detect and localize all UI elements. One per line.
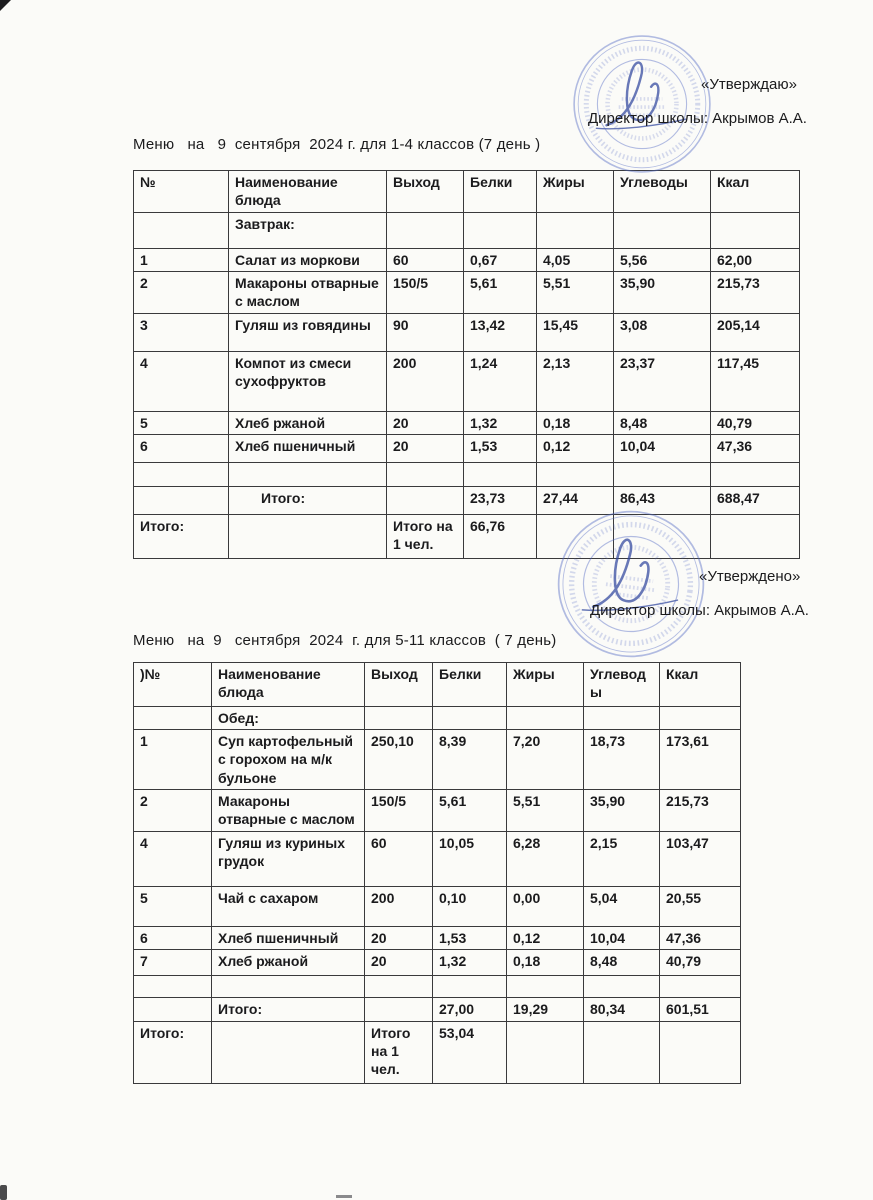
column-header: Жиры — [537, 171, 614, 213]
table-cell: 35,90 — [584, 789, 660, 831]
table-cell: 7 — [134, 949, 212, 975]
table-row — [134, 730, 741, 790]
table-cell: 6 — [134, 434, 229, 462]
table-cell: 0,18 — [507, 949, 584, 975]
menu-title-grades-5-11: Меню на 9 сентября 2024 г. для 5-11 классов ( 7 день) — [133, 632, 557, 649]
table-cell: 66,76 — [464, 514, 537, 558]
table-cell: 1,32 — [433, 949, 507, 975]
table-cell: 8,48 — [614, 411, 711, 434]
table-cell — [134, 707, 212, 730]
table-cell: Хлеб пшеничный — [212, 926, 365, 949]
table-cell: 0,12 — [537, 434, 614, 462]
table-cell — [537, 213, 614, 249]
table-cell: 3,08 — [614, 313, 711, 351]
table-cell — [433, 975, 507, 997]
approval-quote: «Утверждаю» — [701, 76, 797, 93]
table-cell: 4 — [134, 351, 229, 411]
table-cell: 5 — [134, 886, 212, 926]
table-cell: 15,45 — [537, 313, 614, 351]
table-cell — [134, 213, 229, 249]
table-cell — [507, 1021, 584, 1083]
table-cell: 53,04 — [433, 1021, 507, 1083]
table-cell: Компот из смеси сухофруктов — [229, 351, 387, 411]
table-cell: 1,53 — [433, 926, 507, 949]
table-cell: Суп картофельный с горохом на м/к бульоне — [212, 730, 365, 790]
table-cell: 40,79 — [711, 411, 800, 434]
table-cell: 117,45 — [711, 351, 800, 411]
column-header: Наименование блюда — [212, 663, 365, 707]
table-cell: 150/5 — [387, 272, 464, 313]
table-cell: 18,73 — [584, 730, 660, 790]
round-seal-icon — [566, 28, 718, 180]
table-row — [134, 789, 741, 831]
table-cell: 20 — [387, 411, 464, 434]
table-cell: 5,51 — [537, 272, 614, 313]
table-cell — [614, 462, 711, 486]
table-cell — [711, 213, 800, 249]
column-header: Белки — [433, 663, 507, 707]
table-row — [134, 272, 800, 313]
table-cell: 20,55 — [660, 886, 741, 926]
column-header: Углеводы — [584, 663, 660, 707]
table-cell — [660, 975, 741, 997]
column-header: Углеводы — [614, 171, 711, 213]
table-cell — [387, 486, 464, 514]
table-cell: 23,37 — [614, 351, 711, 411]
table-cell: Макароны отварные с маслом — [212, 789, 365, 831]
table-cell: 2,13 — [537, 351, 614, 411]
table-cell — [134, 486, 229, 514]
table-cell — [134, 462, 229, 486]
table-cell: 47,36 — [711, 434, 800, 462]
table-cell: 8,48 — [584, 949, 660, 975]
table-cell — [134, 975, 212, 997]
table-cell — [660, 707, 741, 730]
table-cell — [387, 462, 464, 486]
table-cell: Салат из моркови — [229, 249, 387, 272]
table-cell: 13,42 — [464, 313, 537, 351]
table-cell — [365, 997, 433, 1021]
table-cell: 0,12 — [507, 926, 584, 949]
table-cell: Завтрак: — [229, 213, 387, 249]
table-cell — [464, 462, 537, 486]
table-row — [134, 886, 741, 926]
table-cell: 10,04 — [614, 434, 711, 462]
table-cell: 2 — [134, 272, 229, 313]
table-cell: 1 — [134, 249, 229, 272]
table-cell: 6,28 — [507, 831, 584, 886]
table-cell: 27,44 — [537, 486, 614, 514]
approval-quote: «Утверждено» — [699, 568, 801, 585]
table-cell — [584, 1021, 660, 1083]
table-cell: 90 — [387, 313, 464, 351]
table-cell: Хлеб пшеничный — [229, 434, 387, 462]
table-cell: 6 — [134, 926, 212, 949]
column-header: Выход — [387, 171, 464, 213]
table-cell: 5,51 — [507, 789, 584, 831]
table-row — [134, 313, 800, 351]
table-cell: 20 — [365, 949, 433, 975]
table-cell — [212, 1021, 365, 1083]
table-cell: 0,00 — [507, 886, 584, 926]
table-cell: Итого на 1 чел. — [387, 514, 464, 558]
column-header: Ккал — [660, 663, 741, 707]
table-cell: 1 — [134, 730, 212, 790]
table-cell: Итого на 1 чел. — [365, 1021, 433, 1083]
table-cell: 7,20 — [507, 730, 584, 790]
table-cell: 20 — [387, 434, 464, 462]
table-cell — [229, 514, 387, 558]
table-cell — [711, 514, 800, 558]
table-row — [134, 997, 741, 1021]
menu-table-grades-5-11 — [133, 662, 741, 1084]
table-cell: 205,14 — [711, 313, 800, 351]
column-header: Ккал — [711, 171, 800, 213]
table-cell — [660, 1021, 741, 1083]
table-cell: 5,04 — [584, 886, 660, 926]
table-cell: Гуляш из говядины — [229, 313, 387, 351]
table-row — [134, 434, 800, 462]
table-row — [134, 949, 741, 975]
table-row — [134, 462, 800, 486]
table-cell: 1,32 — [464, 411, 537, 434]
table-cell — [433, 707, 507, 730]
column-header: Белки — [464, 171, 537, 213]
table-cell: 4 — [134, 831, 212, 886]
table-cell: 35,90 — [614, 272, 711, 313]
table-cell: 5,61 — [464, 272, 537, 313]
table-cell: Хлеб ржаной — [229, 411, 387, 434]
table-cell: 5 — [134, 411, 229, 434]
table-cell: 1,24 — [464, 351, 537, 411]
table-cell: 5,61 — [433, 789, 507, 831]
column-header: Наименование блюда — [229, 171, 387, 213]
table-row — [134, 249, 800, 272]
table-cell: 0,18 — [537, 411, 614, 434]
column-header: № — [134, 171, 229, 213]
official-stamp-icon — [566, 28, 718, 180]
table-cell: 215,73 — [660, 789, 741, 831]
table-cell: 103,47 — [660, 831, 741, 886]
table-cell: 40,79 — [660, 949, 741, 975]
table-cell: 3 — [134, 313, 229, 351]
table-cell: 86,43 — [614, 486, 711, 514]
director-signature-line: Директор школы: Акрымов А.А. — [588, 110, 807, 127]
table-cell: 173,61 — [660, 730, 741, 790]
table-cell: 20 — [365, 926, 433, 949]
table-cell: Хлеб ржаной — [212, 949, 365, 975]
table-cell: 5,56 — [614, 249, 711, 272]
table-row — [134, 213, 800, 249]
column-header: )№ — [134, 663, 212, 707]
table-cell — [507, 707, 584, 730]
table-cell: 80,34 — [584, 997, 660, 1021]
table-cell — [584, 975, 660, 997]
table-cell — [507, 975, 584, 997]
table-cell: 8,39 — [433, 730, 507, 790]
column-header: Выход — [365, 663, 433, 707]
table-cell: Итого: — [212, 997, 365, 1021]
table-row — [134, 707, 741, 730]
table-row — [134, 831, 741, 886]
scan-artifact — [0, 1185, 7, 1200]
column-header: Жиры — [507, 663, 584, 707]
table-cell: 10,05 — [433, 831, 507, 886]
table-cell: Итого: — [134, 514, 229, 558]
table-cell: 47,36 — [660, 926, 741, 949]
table-cell: 60 — [365, 831, 433, 886]
table-cell: 27,00 — [433, 997, 507, 1021]
table-cell — [584, 707, 660, 730]
table-cell: 2 — [134, 789, 212, 831]
table-cell: 10,04 — [584, 926, 660, 949]
table-cell: Чай с сахаром — [212, 886, 365, 926]
table-cell: 60 — [387, 249, 464, 272]
table-cell — [365, 707, 433, 730]
table-cell: Итого: — [229, 486, 387, 514]
table-cell: 1,53 — [464, 434, 537, 462]
table-cell: 200 — [365, 886, 433, 926]
table-cell: 0,67 — [464, 249, 537, 272]
table-cell: 19,29 — [507, 997, 584, 1021]
table-cell: 250,10 — [365, 730, 433, 790]
round-seal-icon — [550, 503, 712, 665]
table-row — [134, 926, 741, 949]
table-cell: 0,10 — [433, 886, 507, 926]
table-cell — [134, 997, 212, 1021]
table-cell: 4,05 — [537, 249, 614, 272]
table-cell — [464, 213, 537, 249]
director-signature-line: Директор школы: Акрымов А.А. — [590, 602, 809, 619]
scan-artifact — [0, 0, 11, 11]
table-cell: 23,73 — [464, 486, 537, 514]
table-cell: 601,51 — [660, 997, 741, 1021]
table-cell — [614, 213, 711, 249]
menu-table-grades-1-4 — [133, 170, 800, 559]
scan-artifact — [336, 1195, 352, 1198]
table-cell: 200 — [387, 351, 464, 411]
table-cell: 215,73 — [711, 272, 800, 313]
table-cell — [537, 462, 614, 486]
table-cell — [711, 462, 800, 486]
table-cell: 688,47 — [711, 486, 800, 514]
table-cell: 150/5 — [365, 789, 433, 831]
table-row — [134, 351, 800, 411]
table-cell: Обед: — [212, 707, 365, 730]
table-cell — [229, 462, 387, 486]
table-cell — [212, 975, 365, 997]
table-cell — [387, 213, 464, 249]
table-row — [134, 975, 741, 997]
table-cell: 62,00 — [711, 249, 800, 272]
table-cell: Итого: — [134, 1021, 212, 1083]
table-cell: Гуляш из куриных грудок — [212, 831, 365, 886]
table-cell: 2,15 — [584, 831, 660, 886]
table-cell: Макароны отварные с маслом — [229, 272, 387, 313]
menu-title-grades-1-4: Меню на 9 сентября 2024 г. для 1-4 классов (7 день ) — [133, 136, 541, 153]
table-header-row — [134, 663, 741, 707]
table-cell — [365, 975, 433, 997]
table-row — [134, 411, 800, 434]
table-row — [134, 1021, 741, 1083]
official-stamp-icon — [550, 503, 712, 665]
